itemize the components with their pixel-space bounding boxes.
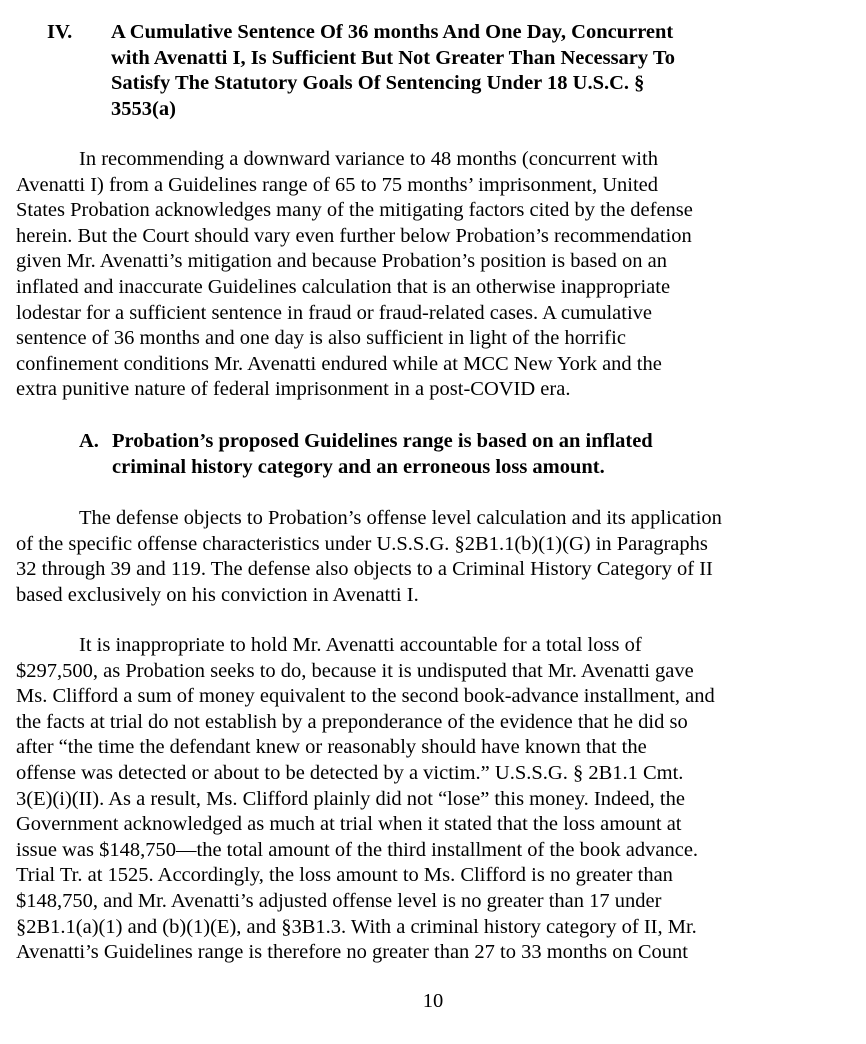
paragraph-line: In recommending a downward variance to 48 months (concurrent with xyxy=(79,148,658,170)
section-title-line: Satisfy The Statutory Goals Of Sentencing Under 18 U.S.C. § xyxy=(111,72,645,95)
objection-paragraph xyxy=(16,506,848,608)
loss-paragraph xyxy=(16,633,848,966)
subsection-title xyxy=(112,429,839,480)
paragraph-line: It is inappropriate to hold Mr. Avenatti accountable for a total loss of xyxy=(79,634,642,656)
paragraph-line: of the specific offense characteristics under U.S.S.G. §2B1.1(b)(1)(G) in Paragraphs xyxy=(16,532,708,555)
paragraph-line: after “the time the defendant knew or reasonably should have known that the xyxy=(16,736,647,759)
paragraph-line: Trial Tr. at 1525. Accordingly, the loss amount to Ms. Clifford is no greater than xyxy=(16,864,673,887)
page-number: 10 xyxy=(422,990,444,1012)
paragraph-line: herein. But the Court should vary even further below Probation’s recommendation xyxy=(16,224,692,247)
subsection-title-line: Probation’s proposed Guidelines range is based on an inflated xyxy=(112,430,653,452)
paragraph-line: extra punitive nature of federal imprisonment in a post-COVID era. xyxy=(16,378,571,401)
paragraph-line: Avenatti I) from a Guidelines range of 65 to 75 months’ imprisonment, United xyxy=(16,173,659,196)
paragraph-line: §2B1.1(a)(1) and (b)(1)(E), and §3B1.3. With a criminal history category of II, Mr. xyxy=(16,915,697,938)
paragraph-line: based exclusively on his conviction in Avenatti I. xyxy=(16,583,419,606)
subsection-number: A. xyxy=(79,430,99,452)
paragraph-line: $297,500, as Probation seeks to do, because it is undisputed that Mr. Avenatti gave xyxy=(16,659,694,682)
intro-paragraph xyxy=(16,147,848,403)
subsection-title-line: criminal history category and an erroneous loss amount. xyxy=(112,455,605,478)
paragraph-line: confinement conditions Mr. Avenatti endured while at MCC New York and the xyxy=(16,352,662,375)
paragraph-line: inflated and inaccurate Guidelines calculation that is an otherwise inappropriate xyxy=(16,275,671,298)
paragraph-line: offense was detected or about to be detected by a victim.” U.S.S.G. § 2B1.1 Cmt. xyxy=(16,761,684,784)
paragraph-line: States Probation acknowledges many of the mitigating factors cited by the defense xyxy=(16,199,693,222)
paragraph-line: Ms. Clifford a sum of money equivalent to the second book-advance installment, and xyxy=(16,685,715,708)
paragraph-line: sentence of 36 months and one day is also sufficient in light of the horrific xyxy=(16,327,626,350)
section-title-line: with Avenatti I, Is Sufficient But Not Greater Than Necessary To xyxy=(111,46,675,69)
paragraph-line: Government acknowledged as much at trial when it stated that the loss amount at xyxy=(16,813,682,836)
section-number: IV. xyxy=(47,21,73,43)
paragraph-line: $148,750, and Mr. Avenatti’s adjusted offense level is no greater than 17 under xyxy=(16,889,662,912)
paragraph-line: 3(E)(i)(II). As a result, Ms. Clifford plainly did not “lose” this money. Indeed, the xyxy=(16,787,685,810)
paragraph-line: lodestar for a sufficient sentence in fraud or fraud-related cases. A cumulative xyxy=(16,301,653,324)
paragraph-line: issue was $148,750—the total amount of the third installment of the book advance. xyxy=(16,838,699,861)
section-title xyxy=(111,20,837,122)
paragraph-line: given Mr. Avenatti’s mitigation and because Probation’s position is based on an xyxy=(16,250,667,273)
section-title-line: A Cumulative Sentence Of 36 months And One Day, Concurrent xyxy=(111,21,674,43)
paragraph-line: The defense objects to Probation’s offense level calculation and its application xyxy=(79,507,722,529)
paragraph-line: the facts at trial do not establish by a preponderance of the evidence that he did so xyxy=(16,710,688,733)
paragraph-line: Avenatti’s Guidelines range is therefore no greater than 27 to 33 months on Count xyxy=(16,941,688,964)
paragraph-line: 32 through 39 and 119. The defense also objects to a Criminal History Category of II xyxy=(16,558,713,581)
subsection-heading xyxy=(79,429,839,480)
section-heading xyxy=(47,20,837,122)
section-title-line: 3553(a) xyxy=(111,97,176,120)
